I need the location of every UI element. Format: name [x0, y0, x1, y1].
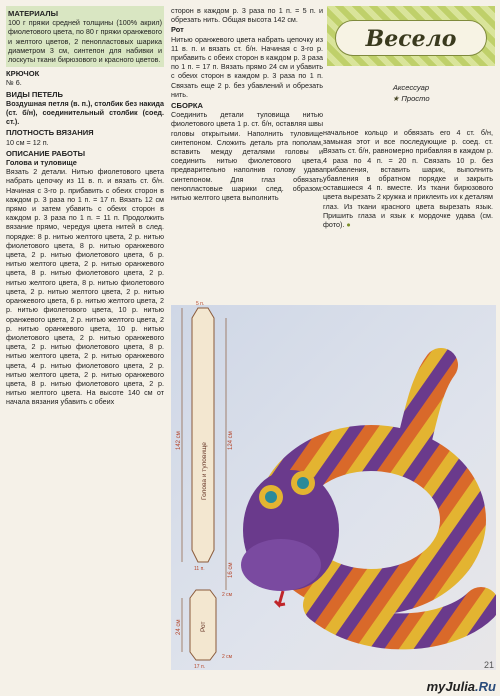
materials-text: 100 г пряжи средней толщины (100% акрил) фиолетового цвета, по 80 г пряжи оранжевого и желтого цветов, 2 пенопластовых шарика диаметром 3 см, синтепон для набивки и лоскуты ткани бирюзового и красного цветов.: [8, 18, 162, 65]
diagram-dim-124: 124 см: [228, 431, 234, 450]
diagram-dim-142: 142 см: [176, 431, 182, 450]
description-subheading: Голова и туловище: [6, 158, 77, 168]
description-text: Вязать 2 детали. Нитью фиолетового цвета набрать цепочку из 11 в. п. и вязать ст. б/н. Начиная с 3-го р. прибавить с обеих сторон в каждом р. 3 раза по 1 п. = 17 п. Вязать 12 см прямо и затем убавить с обеих сторон в каждом р. 3 раза по 1 п. = 11 п. Продолжить вязание прямо, чередуя цвета нитей в след. порядке: 8 р. нитью желтого цвета, 2 р. нитью фиолетового цвета, 8 р. нитью оранжевого цвета, 2 р. нитью фиолетового цвета, 6 р. нитью желтого цвета, 2 р. нитью оранжевого цвета, 8 р. нитью фиолетового цвета, 2 р. нитью желтого цвета, 8 р. нитью фиолетового цвета, 2 р. нитью желтого цвета, 2 р. нитью оранжевого цвета, 6 р. нитью желтого цвета, 2 р. нитью фиолетового цвета, 10 р. нитью оранжевого цвета, 2 р. нитью желтого цвета, 2 р. нитью оранжевого цвета, 10 р. нитью фиолетового цвета, 2 р. нитью оранжевого цвета, 2 р. нитью фиолетового цвета, 8 р. нитью желтого цвета, 2 р. нитью оранжевого цвета, 4 р. нитью фиолетового цвета, 2 р. нитью желтого цвета, 2 р. нитью оранжевого цвета, 8 р. нитью фиолетового цвета, 2 р. нитью желтого цвета. На высоте 140 см от начала вязания убавить с обеих: [6, 167, 164, 407]
end-bullet-icon: ●: [346, 220, 351, 230]
level-difficulty: Просто: [401, 94, 430, 103]
hook-text: № 6.: [6, 78, 22, 88]
mouth-heading: Рот: [171, 25, 184, 35]
density-text: 10 см = 12 п.: [6, 137, 49, 147]
diagram-dim-24: 24 см: [176, 619, 182, 635]
diagram-dim-16: 16 см: [228, 562, 234, 578]
diagram-dim-5: 5 п.: [196, 301, 205, 307]
pattern-diagram: [174, 300, 236, 672]
column-2: [171, 6, 323, 203]
star-icon: ★: [392, 94, 402, 103]
loops-heading: ВИДЫ ПЕТЕЛЬ: [6, 89, 63, 99]
description-heading: ОПИСАНИЕ РАБОТЫ: [6, 148, 86, 158]
hook-heading: КРЮЧОК: [6, 69, 40, 79]
column-1: [6, 6, 164, 408]
loops-text: Воздушная петля (в. п.), столбик без накида (ст. б/н), соединительный столбик (соед. ст.).: [6, 98, 164, 127]
level-category: Аксессуар: [392, 83, 430, 92]
body-continuation: сторон в каждом р. 3 раза по 1 п. = 5 п. и обрезать нить. Общая высота 142 см.: [171, 6, 323, 25]
level-info: [327, 82, 495, 104]
materials-heading: МАТЕРИАЛЫ: [8, 9, 58, 18]
materials-box: [6, 6, 164, 67]
diagram-dim-17: 17 п.: [194, 664, 206, 670]
site-name: myJulia: [426, 679, 476, 694]
site-logo: [427, 679, 496, 694]
diagram-dim-2b: 2 см: [222, 654, 233, 660]
banner-title: Весело: [365, 26, 457, 52]
page-number: 21: [483, 660, 494, 670]
diagram-dim-11: 11 п.: [194, 566, 205, 572]
site-tld: .Ru: [475, 679, 496, 694]
assembly-continuation: начальное кольцо и обвязать его 4 ст. б/н, замыкая этот и все последующие р. соед. ст. Вязать ст. б/н, равномерно прибавляя в каждом р. 4 раза по 4 п. = 20 п. Связать 10 р. без прибавления, вставить шарик, выполнить убавления в обратном порядке и закрыть оставшиеся 4 п. вместе. Из ткани бирюзового цвета вырезать 2 кружка и приклеить их к деталям глаз. Из ткани красного цвета вырезать язык. Пришить глаза и язык к мордочке удава (см. фото).: [323, 128, 493, 230]
mouth-text: Нитью оранжевого цвета набрать цепочку из 11 в. п. и вязать ст. б/н. Начиная с 3-го р. прибавить с обеих сторон в каждом р. 3 раза по 1 п. = 17 п. Вязать прямо 24 см и убавить с обеих сторон в каждом р. 3 раза по 1 п. Связать еще 2 р. без убавлений и обрезать нить.: [171, 34, 323, 99]
density-heading: ПЛОТНОСТЬ ВЯЗАНИЯ: [6, 128, 94, 138]
assembly-text: Соединить детали туловища нитью фиолетового цвета 1 р. ст. б/н, оставляя швы головы открытыми. Наполнить туловище синтепоном. Сложить деталь рта пополам, вставить между деталями головы и соединить нитью фиолетового цвета, предварительно наполнив голову удава синтепоном. Для глаз обвязать пенопластовые шарики след. образом: нитью желтого цвета выполнить: [171, 110, 323, 203]
assembly-heading: СБОРКА: [171, 101, 204, 111]
section-banner: [327, 6, 495, 66]
diagram-dim-2a: 2 см: [222, 592, 233, 598]
banner-label: [335, 20, 487, 56]
diagram-label-body: Голова и туловище: [201, 442, 208, 500]
column-3: [323, 128, 493, 229]
diagram-label-mouth: Рот: [200, 621, 207, 632]
